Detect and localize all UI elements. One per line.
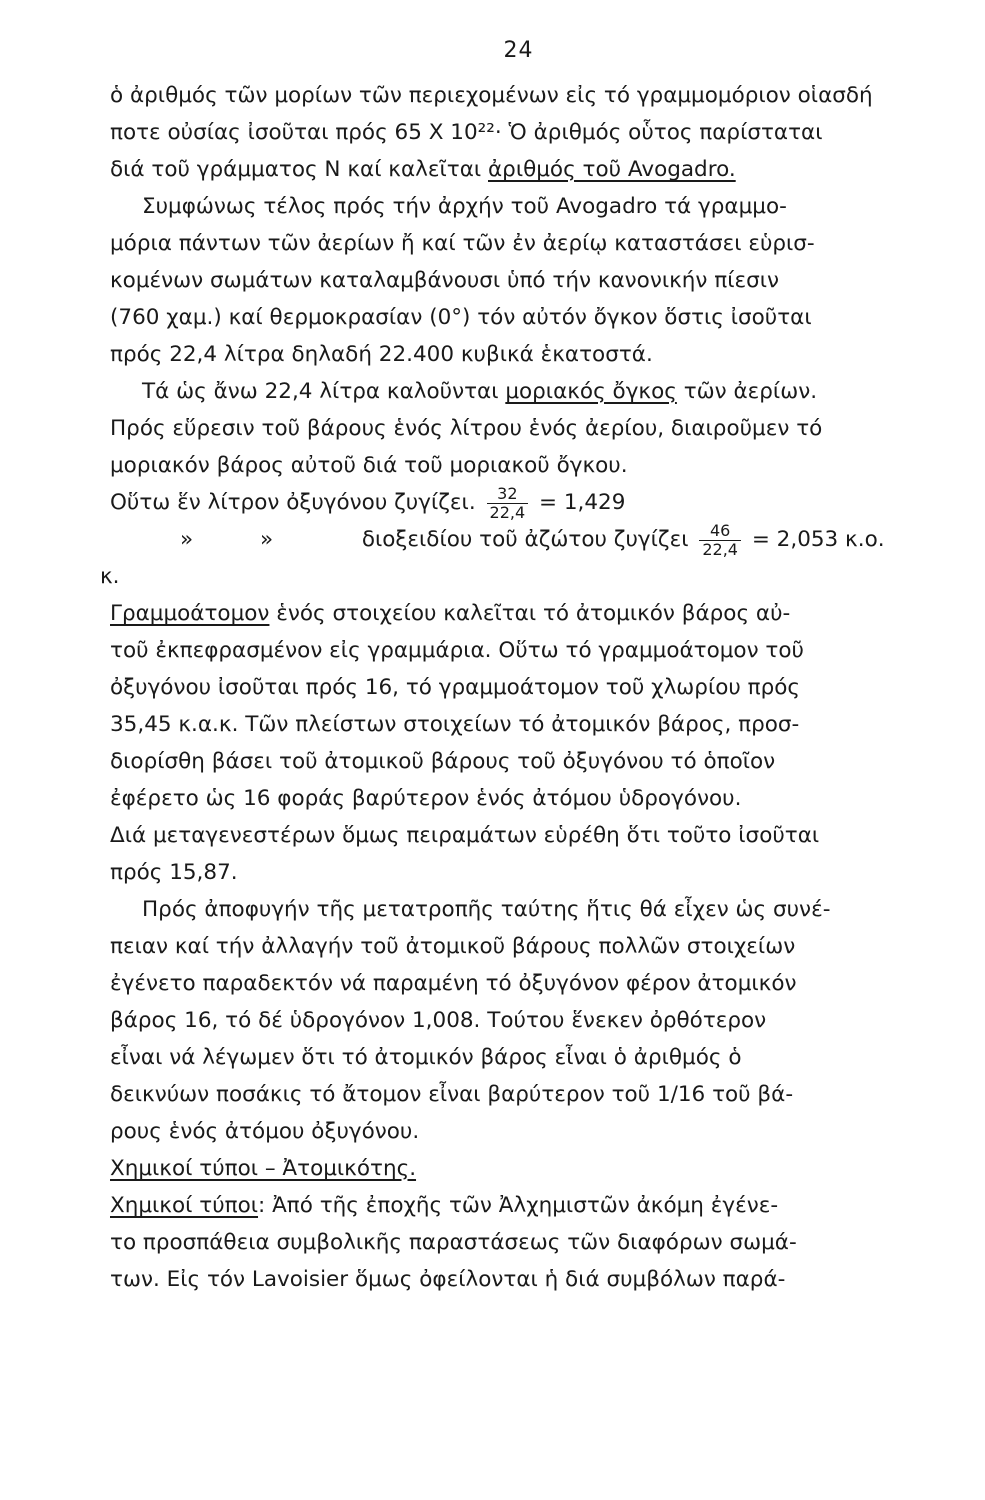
equation-line [110, 484, 927, 521]
text: Πρός εὕρεσιν τοῦ βάρους ἑνός λίτρου ἑνός ἀερίου, διαιροῦμεν τό [110, 416, 823, 441]
equation-result: = 2,053 κ.ο. [751, 527, 885, 552]
text: ρους ἑνός ἀτόμου ὀξυγόνου. [110, 1119, 420, 1144]
equation-result: = 1,429 [538, 490, 626, 515]
text: Οὕτω ἕν λίτρον ὀξυγόνου ζυγίζει. [110, 490, 476, 515]
text-line [100, 558, 927, 595]
text-line [110, 1261, 927, 1298]
text-line [110, 595, 927, 632]
text-line [110, 1039, 927, 1076]
fraction-denominator: 22,4 [702, 539, 738, 559]
text: διοξειδίου τοῦ ἀζώτου ζυγίζει [361, 527, 689, 552]
text: Συμφώνως τέλος πρός τήν ἀρχήν τοῦ Avogadro τά γραμμο- [142, 194, 787, 219]
text: εἶναι νά λέγωμεν ὅτι τό ἀτομικόν βάρος εἶναι ὁ ἀριθμός ὁ [110, 1045, 742, 1070]
text: ἐγένετο παραδεκτόν νά παραμένη τό ὀξυγόνον φέρον ἀτομικόν [110, 971, 797, 996]
underlined-term: Χημικοί τύποι [110, 1193, 259, 1218]
text-line [110, 743, 927, 780]
fraction-numerator: 32 [487, 486, 529, 504]
text: ἐφέρετο ὡς 16 φοράς βαρύτερον ἑνός ἀτόμου ὑδρογόνου. [110, 786, 742, 811]
text-line [110, 225, 927, 262]
text-line [110, 965, 927, 1002]
text: Διά μεταγενεστέρων ὅμως πειραμάτων εὑρέθη ὅτι τοῦτο ἰσοῦται [110, 823, 820, 848]
text: τῶν ἀερίων. [676, 379, 818, 404]
text: βάρος 16, τό δέ ὑδρογόνον 1,008. Τούτου ἕνεκεν ὀρθότερον [110, 1008, 767, 1033]
fraction-denominator: 22,4 [489, 502, 526, 522]
text-line [110, 1224, 927, 1261]
text: 35,45 κ.α.κ. Τῶν πλείστων στοιχείων τό ἀτομικόν βάρος, προσ- [110, 712, 800, 737]
text: των. Εἰς τόν Lavoisier ὅμως ὀφείλονται ἡ διά συμβόλων παρά- [110, 1267, 786, 1292]
text: (760 χαμ.) καί θερμοκρασίαν (0°) τόν αὐτόν ὄγκον ὅστις ἰσοῦται [110, 305, 812, 330]
text-line [110, 817, 927, 854]
text-line [110, 891, 927, 928]
text-line [110, 669, 927, 706]
underlined-term: Γραμμοάτομον [110, 601, 270, 626]
text: διά τοῦ γράμματος N καί καλεῖται [110, 157, 488, 182]
text: ποτε οὐσίας ἰσοῦται πρός 65 X 10²²· Ὁ ἀριθμός οὗτος παρίσταται [110, 120, 823, 145]
text: πρός 22,4 λίτρα δηλαδή 22.400 κυβικά ἑκατοστά. [110, 342, 653, 367]
fraction [487, 483, 529, 522]
text-line [110, 299, 927, 336]
text-line [110, 114, 927, 151]
section-heading: Χημικοί τύποι – Ἀτομικότης. [110, 1156, 417, 1181]
section-heading-line [110, 1150, 927, 1187]
text-line [110, 928, 927, 965]
text-line [110, 1076, 927, 1113]
text: μόρια πάντων τῶν ἀερίων ἤ καί τῶν ἐν ἀερίῳ καταστάσει εὑρισ- [110, 231, 815, 256]
text: κ. [100, 564, 120, 589]
text-line [110, 77, 927, 114]
text: κομένων σωμάτων καταλαμβάνουσι ὑπό τήν κανονικήν πίεσιν [110, 268, 779, 293]
text: πειαν καί τήν ἀλλαγήν τοῦ ἀτομικοῦ βάρους πολλῶν στοιχείων [110, 934, 796, 959]
equation-line [110, 521, 927, 558]
underlined-term: μοριακός ὄγκος [505, 379, 677, 404]
text: τοῦ ἐκπεφρασμένον εἰς γραμμάρια. Οὕτω τό γραμμοάτομον τοῦ [110, 638, 804, 663]
text-line [110, 373, 927, 410]
text-line [110, 632, 927, 669]
text: το προσπάθεια συμβολικῆς παραστάσεως τῶν διαφόρων σωμά- [110, 1230, 797, 1255]
text: πρός 15,87. [110, 860, 238, 885]
fraction [699, 520, 741, 559]
text-line [110, 1187, 927, 1224]
text: ἑνός στοιχείου καλεῖται τό ἀτομικόν βάρος αὐ- [269, 601, 791, 626]
text-line [110, 188, 927, 225]
text: μοριακόν βάρος αὐτοῦ διά τοῦ μοριακοῦ ὄγκου. [110, 453, 628, 478]
text-line [110, 1113, 927, 1150]
page-number: 24 [503, 38, 534, 63]
text-line [110, 151, 927, 188]
text-line [110, 1002, 927, 1039]
text-line [110, 854, 927, 891]
text: δεικνύων ποσάκις τό ἄτομον εἶναι βαρύτερον τοῦ 1/16 τοῦ βά- [110, 1082, 794, 1107]
fraction-numerator: 46 [699, 523, 741, 541]
text-line [110, 336, 927, 373]
text-line [110, 262, 927, 299]
text: Τά ὡς ἄνω 22,4 λίτρα καλοῦνται [142, 379, 506, 404]
underlined-term: ἀριθμός τοῦ Avogadro. [488, 157, 736, 182]
text-line [110, 706, 927, 743]
text-line [110, 447, 927, 484]
text: διορίσθη βάσει τοῦ ἀτομικοῦ βάρους τοῦ ὀξυγόνου τό ὁποῖον [110, 749, 776, 774]
text: Πρός ἀποφυγήν τῆς μετατροπῆς ταύτης ἥτις θά εἶχεν ὡς συνέ- [142, 897, 831, 922]
text: ὁ ἀριθμός τῶν μορίων τῶν περιεχομένων εἰς τό γραμμομόριον οἱασδή [110, 83, 873, 108]
ditto-marks: » » [180, 527, 304, 552]
text: : Ἀπό τῆς ἐποχῆς τῶν Ἀλχημιστῶν ἀκόμη ἐγένε- [258, 1193, 779, 1218]
text-line [110, 410, 927, 447]
text-line [110, 780, 927, 817]
text: ὀξυγόνου ἰσοῦται πρός 16, τό γραμμοάτομον τοῦ χλωρίου πρός [110, 675, 801, 700]
